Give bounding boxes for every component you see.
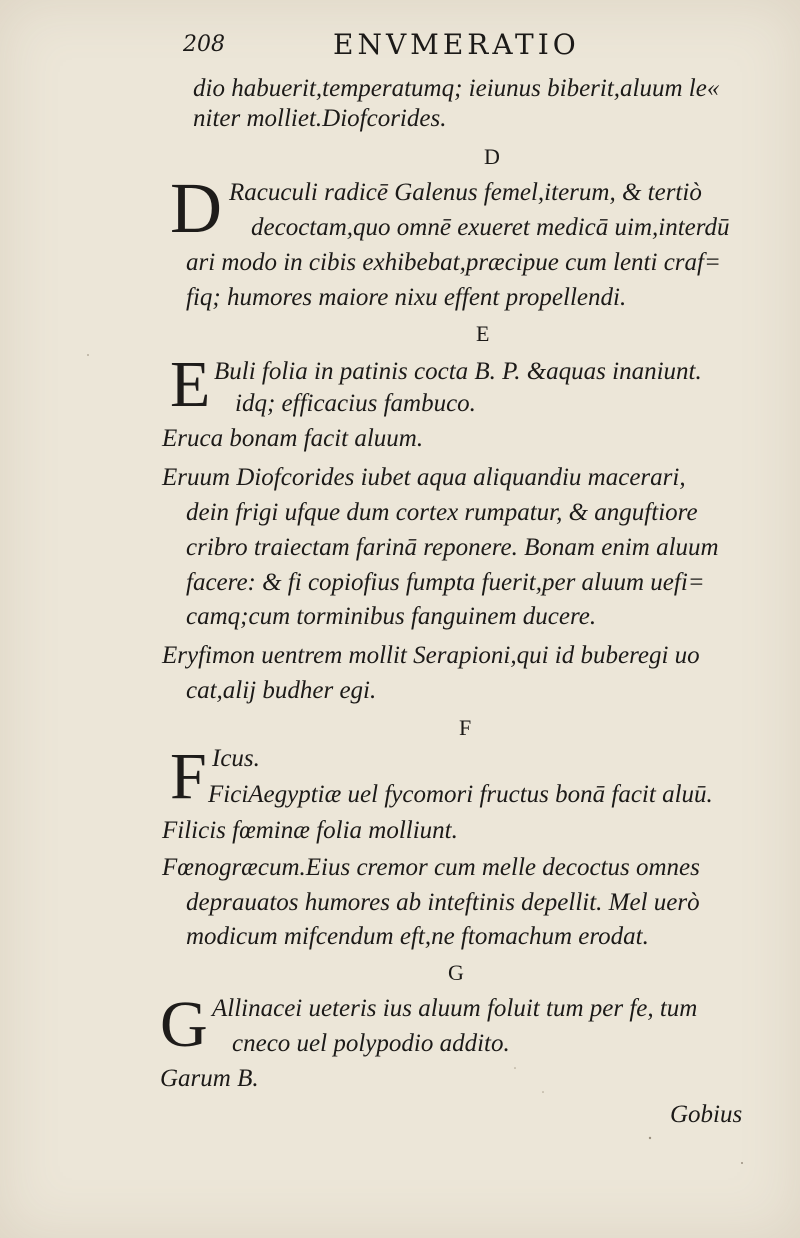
- section-letter-f: F: [459, 715, 472, 740]
- text-line: Allinacei ueteris ius aluum foluit tum per fe, tum: [212, 995, 698, 1022]
- text-line: ari modo in cibis exhibebat,præcipue cum lenti craf=: [186, 249, 721, 276]
- text-line: Eruca bonam facit aluum.: [162, 425, 424, 452]
- text-line: decoctam,quo omnē exueret medicā uim,interdū: [251, 214, 730, 241]
- drop-cap-d: D: [170, 168, 222, 248]
- text-line: Eruum Diofcorides iubet aqua aliquandiu macerari,: [162, 464, 686, 491]
- text-line: Eryfimon uentrem mollit Serapioni,qui id buberegi uo: [162, 642, 700, 669]
- text-line: Fœnogræcum.Eius cremor cum melle decoctus omnes: [162, 854, 700, 881]
- catchword: Gobius: [670, 1101, 743, 1128]
- section-letter-e: E: [476, 321, 490, 346]
- text-line: dein frigi ufque dum cortex rumpatur, & anguftiore: [186, 499, 698, 526]
- drop-cap-g: G: [160, 988, 208, 1061]
- text-line: deprauatos humores ab inteftinis depellit. Mel uerò: [186, 889, 700, 916]
- text-line: Garum B.: [160, 1065, 259, 1092]
- text-line: modicum mifcendum eft,ne ftomachum erodat.: [186, 923, 649, 950]
- text-line: niter molliet.Diofcorides.: [193, 105, 447, 132]
- text-line: cribro traiectam farinā reponere. Bonam enim aluum: [186, 534, 719, 561]
- text-line: fiq; humores maiore nixu effent propellendi.: [186, 284, 627, 311]
- text-line: facere: & fi copiofius fumpta fuerit,per aluum uefi=: [186, 569, 705, 596]
- text-line: idq; efficacius fambuco.: [235, 390, 476, 417]
- running-title: ENVMERATIO: [333, 28, 580, 61]
- text-line: dio habuerit,temperatumq; ieiunus biberit,aluum le«: [193, 75, 720, 102]
- text-line: Filicis fœminæ folia molliunt.: [162, 817, 458, 844]
- text-line: cneco uel polypodio addito.: [232, 1030, 510, 1057]
- drop-cap-e: E: [170, 348, 211, 421]
- text-line: FiciAegyptiæ uel fycomori fructus bonā facit aluū.: [208, 781, 713, 808]
- drop-cap-f: F: [170, 740, 207, 813]
- section-letter-g: G: [448, 960, 464, 985]
- folio-number: 208: [183, 32, 225, 57]
- text-line: camq;cum torminibus fanguinem ducere.: [186, 603, 597, 630]
- text-line: cat,alij budher egi.: [186, 677, 377, 704]
- text-line: Racuculi radicē Galenus femel,iterum, & tertiò: [229, 179, 702, 206]
- text-line: Buli folia in patinis cocta B. P. &aquas inaniunt.: [214, 358, 702, 385]
- section-letter-d: D: [484, 144, 500, 169]
- text-line: Icus.: [212, 745, 260, 772]
